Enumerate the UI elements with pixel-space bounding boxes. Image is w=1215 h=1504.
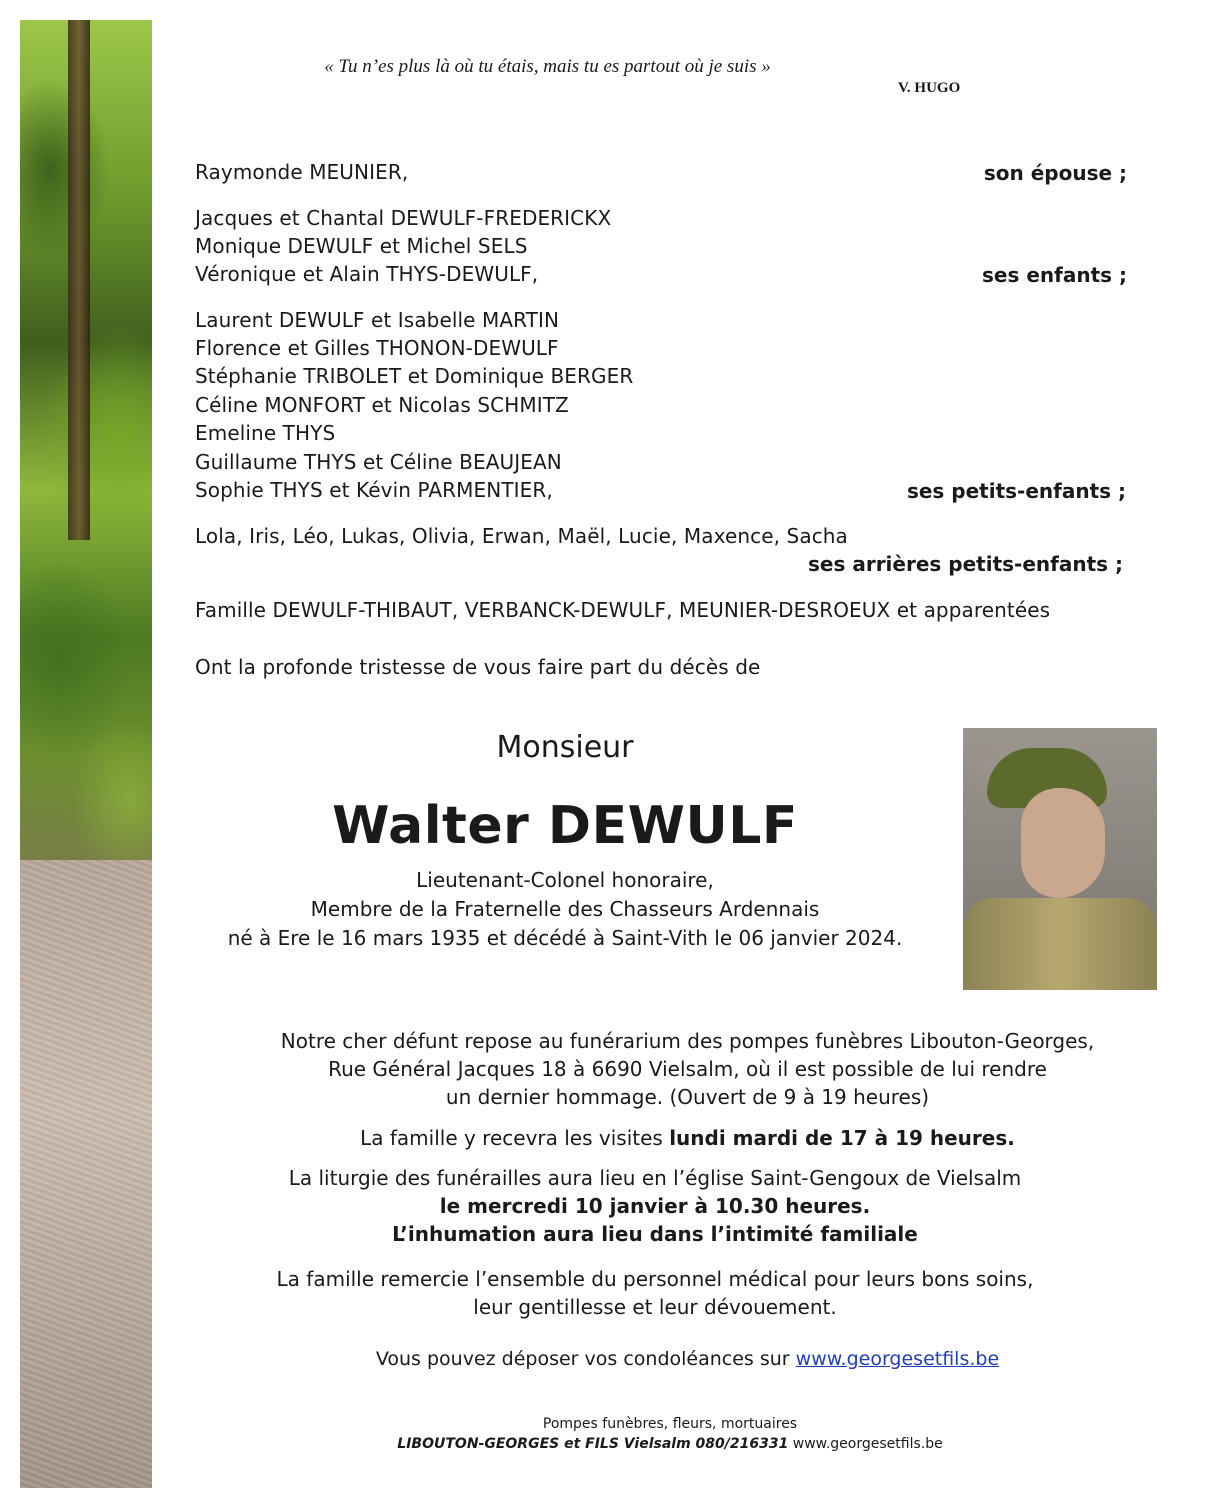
repose-line: Notre cher défunt repose au funérarium des pompes funèbres Libouton-Georges, bbox=[280, 1029, 1095, 1053]
deceased-membership: Membre de la Fraternelle des Chasseurs Ardennais bbox=[310, 897, 820, 921]
spouse-relation: son épouse ; bbox=[983, 161, 1127, 185]
extended-family: Famille DEWULF-THIBAUT, VERBANCK-DEWULF, MEUNIER-DESROEUX et apparentées bbox=[195, 598, 1051, 622]
deceased-dates: né à Ere le 16 mars 1935 et décédé à Saint-Vith le 06 janvier 2024. bbox=[227, 926, 903, 950]
child-line: Monique DEWULF et Michel SELS bbox=[195, 234, 528, 258]
epigraph-author: V. HUGO bbox=[898, 80, 961, 96]
child-line: Jacques et Chantal DEWULF-FREDERICKX bbox=[195, 206, 612, 230]
salutation: Monsieur bbox=[496, 730, 634, 765]
footer-services: Pompes funèbres, fleurs, mortuaires bbox=[542, 1416, 798, 1432]
condolences-text: Vous pouvez déposer vos condoléances sur bbox=[375, 1348, 796, 1370]
epigraph-quote: « Tu n’es plus là où tu étais, mais tu es partout où je suis » bbox=[324, 56, 771, 77]
children-relation: ses enfants ; bbox=[982, 263, 1127, 287]
grandchild-line: Emeline THYS bbox=[195, 421, 336, 445]
deceased-name: Walter DEWULF bbox=[332, 796, 798, 856]
footer-contact bbox=[330, 1436, 1010, 1452]
grandchild-line: Sophie THYS et Kévin PARMENTIER, bbox=[195, 478, 553, 502]
thanks-line: La famille remercie l’ensemble du personnel médical pour leurs bons soins, bbox=[276, 1267, 1034, 1291]
grandchild-line: Céline MONFORT et Nicolas SCHMITZ bbox=[195, 393, 569, 417]
visits-text: La famille y recevra les visites bbox=[360, 1126, 670, 1150]
face bbox=[1021, 788, 1105, 898]
forest-path-image bbox=[20, 20, 152, 1488]
gravel-path bbox=[20, 860, 152, 1488]
grandchildren-relation: ses petits-enfants ; bbox=[906, 479, 1126, 503]
thanks-line: leur gentillesse et leur dévouement. bbox=[473, 1295, 837, 1319]
visits-line bbox=[200, 1126, 1175, 1150]
burial-line: L’inhumation aura lieu dans l’intimité familiale bbox=[392, 1222, 918, 1246]
grandchild-line: Florence et Gilles THONON-DEWULF bbox=[195, 336, 559, 360]
repose-line: Rue Général Jacques 18 à 6690 Vielsalm, où il est possible de lui rendre bbox=[328, 1057, 1047, 1081]
footer-website: www.georgesetfils.be bbox=[788, 1436, 943, 1452]
deceased-title: Lieutenant-Colonel honoraire, bbox=[416, 868, 714, 892]
child-line: Véronique et Alain THYS-DEWULF, bbox=[195, 262, 539, 286]
liturgy-date: le mercredi 10 janvier à 10.30 heures. bbox=[439, 1194, 871, 1218]
portrait-photo bbox=[963, 728, 1157, 990]
tree-trunk bbox=[68, 20, 90, 540]
great-grandchildren-names: Lola, Iris, Léo, Lukas, Olivia, Erwan, Maël, Lucie, Maxence, Sacha bbox=[195, 524, 848, 548]
announcement: Ont la profonde tristesse de vous faire part du décès de bbox=[195, 655, 761, 679]
condolences-line bbox=[160, 1348, 1215, 1370]
great-grandchildren-relation: ses arrières petits-enfants ; bbox=[808, 552, 1123, 576]
condolences-link[interactable]: www.georgesetfils.be bbox=[795, 1348, 1000, 1370]
grandchild-line: Laurent DEWULF et Isabelle MARTIN bbox=[195, 308, 560, 332]
grandchild-line: Stéphanie TRIBOLET et Dominique BERGER bbox=[195, 364, 634, 388]
liturgy-line: La liturgie des funérailles aura lieu en l’église Saint-Gengoux de Vielsalm bbox=[288, 1166, 1022, 1190]
repose-line: un dernier hommage. (Ouvert de 9 à 19 heures) bbox=[445, 1085, 930, 1109]
grandchild-line: Guillaume THYS et Céline BEAUJEAN bbox=[195, 450, 562, 474]
spouse-name: Raymonde MEUNIER, bbox=[195, 160, 409, 184]
footer-firm: LIBOUTON-GEORGES et FILS Vielsalm 080/216331 bbox=[397, 1436, 789, 1452]
uniform bbox=[963, 898, 1157, 990]
visits-hours: lundi mardi de 17 à 19 heures. bbox=[669, 1126, 1015, 1150]
